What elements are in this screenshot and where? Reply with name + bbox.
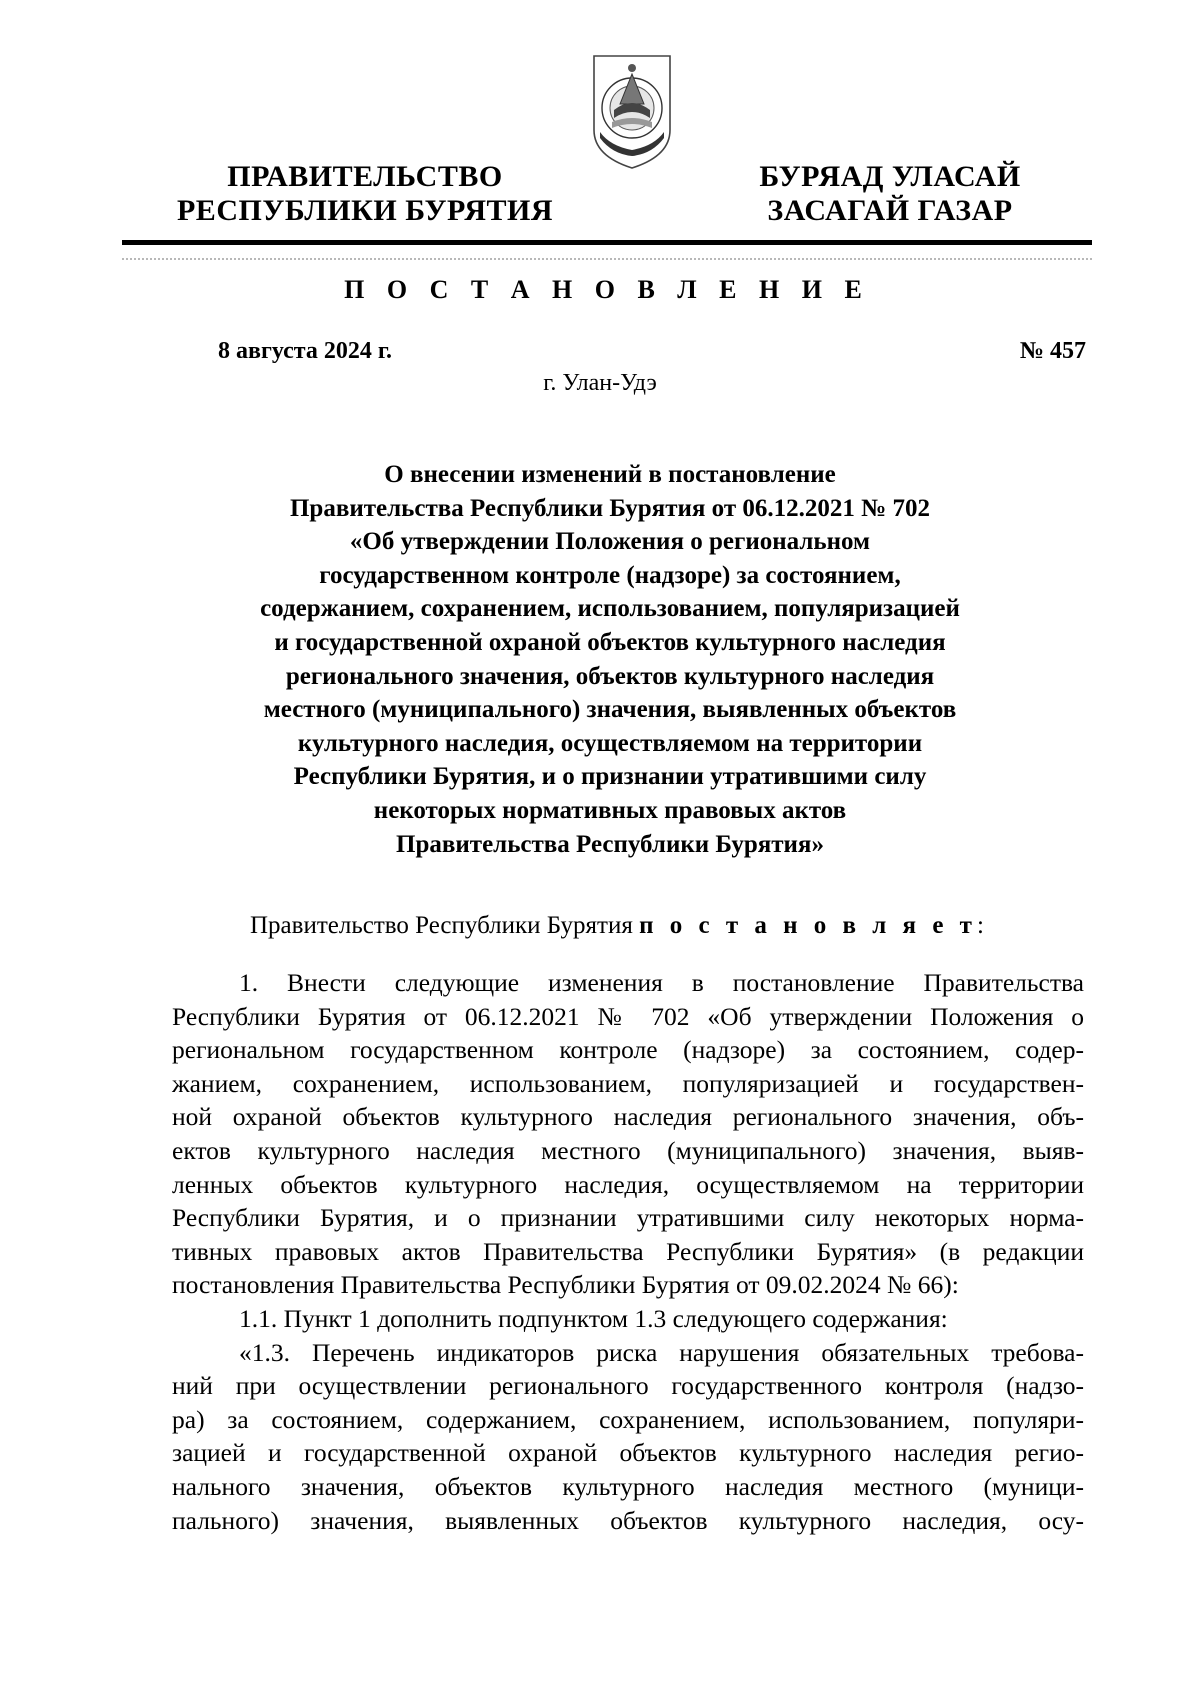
body-line: жанием, сохранением, использованием, популяризацией и государствен-	[172, 1068, 1084, 1098]
title-line: содержанием, сохранением, использованием, популяризацией	[260, 595, 960, 623]
government-name-buryat	[730, 160, 1050, 228]
title-line: Правительства Республики Бурятия от 06.12.2021 № 702	[289, 494, 930, 522]
government-name-russian	[170, 160, 560, 228]
title-line: «Об утверждении Положения о региональном	[349, 528, 871, 556]
body-line: региональном государственном контроле (надзоре) за состоянием, содер-	[172, 1035, 1084, 1065]
body-line: ектов культурного наследия местного (муниципального) значения, выяв-	[172, 1135, 1084, 1165]
body-line: Республики Бурятия от 06.12.2021 № 702 «Об утверждении Положения о	[172, 1001, 1084, 1031]
header-divider-thick	[122, 240, 1092, 245]
document-title	[160, 458, 1060, 861]
header-left-line1: ПРАВИТЕЛЬСТВО	[227, 160, 503, 193]
body-line: «1.3. Перечень индикаторов риска нарушения обязательных требова-	[239, 1337, 1084, 1367]
title-line: Республики Бурятия, и о признании утратившими силу	[293, 763, 927, 791]
title-line: и государственной охраной объектов культурного наследия	[274, 628, 946, 656]
body-line: нального значения, объектов культурного наследия местного (муници-	[172, 1471, 1084, 1501]
header-left-line2: РЕСПУБЛИКИ БУРЯТИЯ	[176, 194, 554, 227]
title-line: государственном контроле (надзоре) за состоянием,	[319, 561, 901, 589]
body-line: ний при осуществлении регионального государственного контроля (надзо-	[172, 1371, 1084, 1401]
body-line: постановления Правительства Республики Бурятия от 09.02.2024 № 66):	[172, 1270, 959, 1300]
header-divider-thin	[122, 258, 1092, 260]
header-right-line1: БУРЯАД УЛАСАЙ	[759, 160, 1021, 193]
body-line: тивных правовых актов Правительства Республики Бурятия» (в редакции	[172, 1236, 1084, 1266]
preamble-text: Правительство Республики Бурятия	[250, 912, 640, 939]
body-line: 1.1. Пункт 1 дополнить подпунктом 1.3 следующего содержания:	[239, 1303, 948, 1333]
document-body	[172, 966, 1084, 1537]
preamble	[250, 912, 984, 940]
title-line: местного (муниципального) значения, выявленных объектов	[263, 696, 957, 724]
title-line: регионального значения, объектов культурного наследия	[285, 662, 935, 690]
preamble-spaced-verb: п о с т а н о в л я е т	[639, 912, 977, 939]
title-line: О внесении изменений в постановление	[384, 461, 836, 488]
title-line: культурного наследия, осуществляемом на территории	[297, 729, 923, 757]
preamble-tail: :	[976, 912, 984, 939]
document-type: П О С Т А Н О В Л Е Н И Е	[344, 275, 870, 304]
document-number: № 457	[1019, 338, 1086, 364]
body-line: зацией и государственной охраной объектов культурного наследия регио-	[172, 1438, 1084, 1468]
coat-of-arms-icon	[590, 52, 674, 172]
body-line: пального) значения, выявленных объектов культурного наследия, осу-	[172, 1505, 1084, 1535]
body-line: ной охраной объектов культурного наследия регионального значения, объ-	[172, 1102, 1084, 1132]
header-right-line2: ЗАСАГАЙ ГАЗАР	[767, 194, 1013, 227]
document-city: г. Улан-Удэ	[543, 370, 657, 396]
body-line: Республики Бурятия, и о признании утратившими силу некоторых норма-	[172, 1203, 1084, 1233]
body-line: ленных объектов культурного наследия, осуществляемом на территории	[172, 1169, 1084, 1199]
title-line: некоторых нормативных правовых актов	[373, 796, 847, 824]
body-line: ра) за состоянием, содержанием, сохранением, использованием, популяри-	[172, 1404, 1084, 1434]
title-line: Правительства Республики Бурятия»	[396, 830, 824, 858]
document-date: 8 августа 2024 г.	[218, 338, 393, 364]
body-line: 1. Внести следующие изменения в постановление Правительства	[239, 968, 1084, 997]
